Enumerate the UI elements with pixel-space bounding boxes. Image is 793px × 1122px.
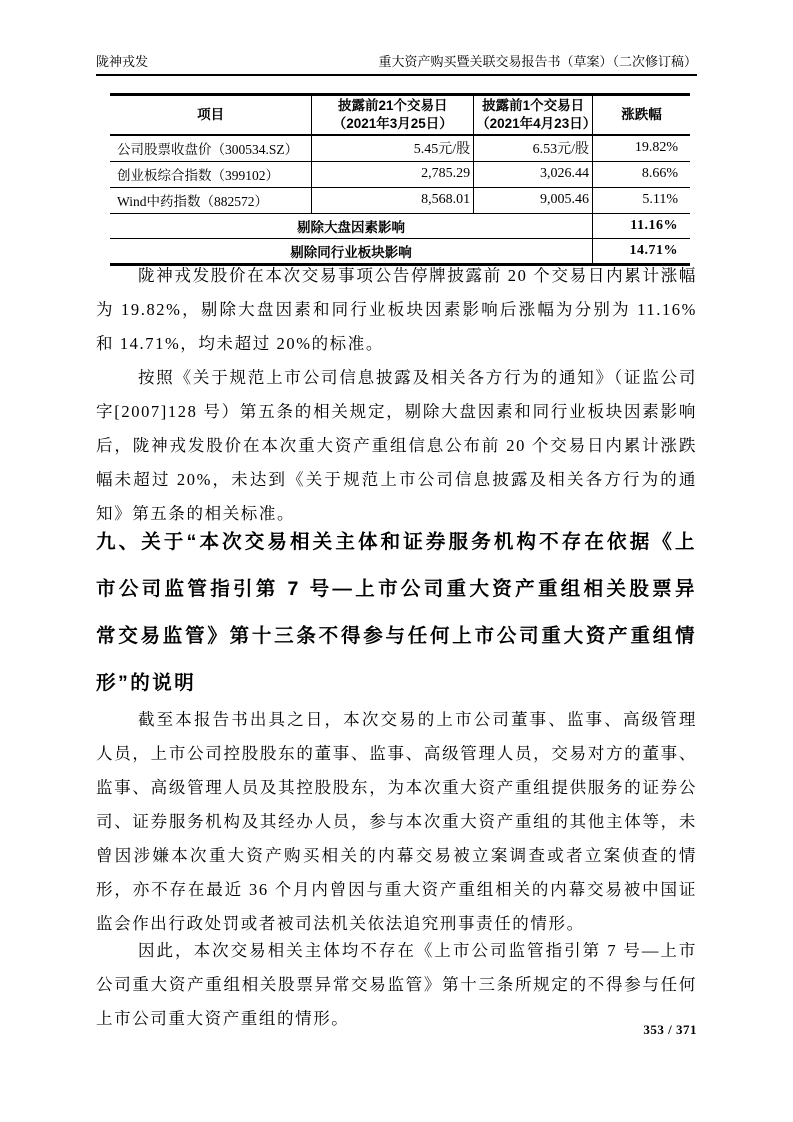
summary-change-cell: 11.16% [593, 213, 690, 238]
table-row [110, 135, 690, 161]
col-header-pre21: 披露前21个交易日 （2021年3月25日） [312, 95, 474, 136]
running-header [96, 54, 697, 76]
value-cell: 5.45元/股 [312, 135, 474, 161]
item-cell: 创业板综合指数（399102） [110, 161, 312, 187]
change-cell: 19.82% [593, 135, 690, 161]
summary-label-cell: 剔除大盘因素影响 [110, 213, 593, 238]
value-cell: 6.53元/股 [474, 135, 593, 161]
table-header-row [110, 95, 690, 136]
page-number: 353 / 371 [643, 1022, 697, 1037]
col-header-pre1: 披露前1个交易日 （2021年4月23日） [474, 95, 593, 136]
paragraph-insider-trading-statement: 截至本报告书出具之日，本次交易的上市公司董事、监事、高级管理人员，上市公司控股股东的董事、监事、高级管理人员，交易对方的董事、监事、高级管理人员及其控股股东，为本次重大资产重组提供服务的证券公司、证券服务机构及其经办人员，参与本次重大资产重组的其他主体等，未曾因涉嫌本次重大资产购买相关的内幕交易被立案调查或者立案侦查的情形，亦不存在最近 36 个月内曾因与重大资产重组相关的内幕交易被中国证监会作出行政处罚或者被司法机关依法追究刑事责任的情形。 [96, 710, 697, 933]
col-header-change: 涨跌幅 [593, 95, 690, 136]
value-cell: 2,785.29 [312, 161, 474, 187]
paragraph-regulation-standard: 按照《关于规范上市公司信息披露及相关各方行为的通知》（证监公司字[2007]128 号）第五条的相关规定，剔除大盘因素和同行业板块因素影响后，陇神戎发股价在本次重大资产重组信息公布前 20 个交易日内累计涨跌幅未超过 20%，未达到《关于规范上市公司信息披露及相关各方行为的通知》第五条的相关标准。 [96, 368, 697, 523]
header-company-name: 陇神戎发 [96, 54, 149, 69]
change-cell: 5.11% [593, 187, 690, 213]
header-report-title: 重大资产购买暨关联交易报告书（草案）（二次修订稿） [378, 54, 697, 69]
summary-row [110, 213, 690, 238]
value-cell: 9,005.46 [474, 187, 593, 213]
value-cell: 8,568.01 [312, 187, 474, 213]
table-row [110, 161, 690, 187]
price-change-table [110, 93, 690, 266]
summary-label-cell: 剔除同行业板块影响 [110, 238, 593, 264]
item-cell: Wind中药指数（882572） [110, 187, 312, 213]
col-header-item: 项目 [110, 95, 312, 136]
table-row [110, 187, 690, 213]
value-cell: 3,026.44 [474, 161, 593, 187]
paragraph-price-change-summary: 陇神戎发股价在本次交易事项公告停牌披露前 20 个交易日内累计涨幅为 19.82%，剔除大盘因素和同行业板块因素影响后涨幅为分别为 11.16%和 14.71%，均未超过 20%的标准。 [96, 266, 697, 353]
summary-change-cell: 14.71% [593, 238, 690, 264]
paragraph-conclusion: 因此，本次交易相关主体均不存在《上市公司监管指引第 7 号—上市公司重大资产重组相关股票异常交易监管》第十三条所规定的不得参与任何上市公司重大资产重组的情形。 [96, 941, 697, 1028]
section-heading-nine: 九、关于“本次交易相关主体和证券服务机构不存在依据《上市公司监管指引第 7 号—上市公司重大资产重组相关股票异常交易监管》第十三条不得参与任何上市公司重大资产重组情形”的说明 [96, 531, 697, 694]
item-cell: 公司股票收盘价（300534.SZ） [110, 135, 312, 161]
change-cell: 8.66% [593, 161, 690, 187]
